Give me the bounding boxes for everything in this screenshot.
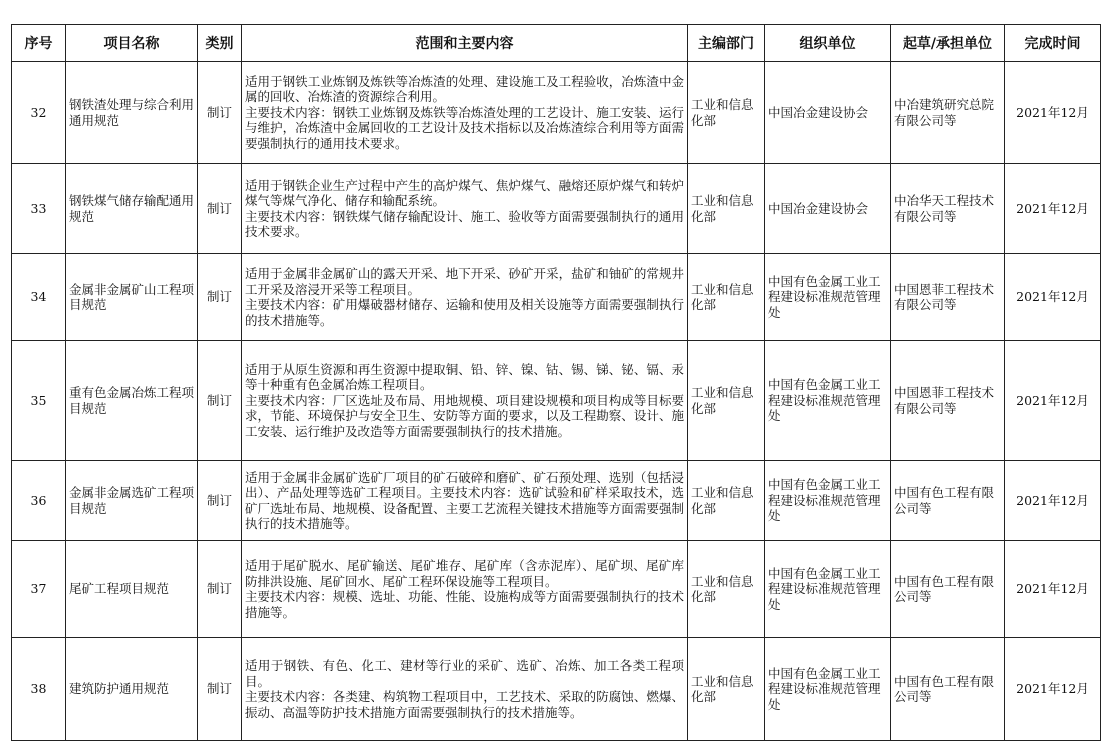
cell-date: 2021年12月 bbox=[1005, 254, 1101, 341]
cell-num: 38 bbox=[12, 638, 66, 741]
header-category: 类别 bbox=[198, 25, 242, 62]
header-org: 组织单位 bbox=[765, 25, 891, 62]
cell-drafter: 中国有色工程有限公司等 bbox=[891, 541, 1005, 638]
cell-org: 中国有色金属工业工程建设标准规范管理处 bbox=[765, 638, 891, 741]
table-row bbox=[12, 461, 1101, 541]
cell-category: 制订 bbox=[198, 254, 242, 341]
cell-content: 适用于从原生资源和再生资源中提取铜、铅、锌、镍、钴、锡、锑、铋、镉、汞等十种重有色金属冶炼工程项目。 主要技术内容：厂区选址及布局、用地规模、项目建设规模和项目构成等目标要求，节能、环境保护与安全卫生、安防等方面的要求，以及工程勘察、设计、施工安装、运行维护及改造等方面需要强制执行的技术措施。 bbox=[242, 341, 688, 461]
cell-name: 重有色金属冶炼工程项目规范 bbox=[66, 341, 198, 461]
cell-drafter: 中国有色工程有限公司等 bbox=[891, 638, 1005, 741]
header-dept: 主编部门 bbox=[688, 25, 765, 62]
cell-dept: 工业和信息化部 bbox=[688, 62, 765, 164]
cell-date: 2021年12月 bbox=[1005, 638, 1101, 741]
cell-org: 中国冶金建设协会 bbox=[765, 164, 891, 254]
cell-name: 尾矿工程项目规范 bbox=[66, 541, 198, 638]
table-row bbox=[12, 62, 1101, 164]
cell-name: 建筑防护通用规范 bbox=[66, 638, 198, 741]
header-content: 范围和主要内容 bbox=[242, 25, 688, 62]
cell-drafter: 中国有色工程有限公司等 bbox=[891, 461, 1005, 541]
cell-dept: 工业和信息化部 bbox=[688, 638, 765, 741]
cell-drafter: 中国恩菲工程技术有限公司等 bbox=[891, 254, 1005, 341]
cell-num: 33 bbox=[12, 164, 66, 254]
cell-org: 中国有色金属工业工程建设标准规范管理处 bbox=[765, 254, 891, 341]
cell-org: 中国有色金属工业工程建设标准规范管理处 bbox=[765, 341, 891, 461]
header-row bbox=[12, 25, 1101, 62]
standards-table bbox=[11, 24, 1101, 741]
table-row bbox=[12, 254, 1101, 341]
cell-content: 适用于尾矿脱水、尾矿输送、尾矿堆存、尾矿库（含赤泥库）、尾矿坝、尾矿库防排洪设施、尾矿回水、尾矿工程环保设施等工程项目。 主要技术内容：规模、选址、功能、性能、设施构成等方面需要强制执行的技术措施等。 bbox=[242, 541, 688, 638]
cell-name: 钢铁渣处理与综合利用通用规范 bbox=[66, 62, 198, 164]
table-row bbox=[12, 164, 1101, 254]
table-row bbox=[12, 541, 1101, 638]
cell-category: 制订 bbox=[198, 62, 242, 164]
cell-date: 2021年12月 bbox=[1005, 341, 1101, 461]
cell-num: 37 bbox=[12, 541, 66, 638]
cell-dept: 工业和信息化部 bbox=[688, 164, 765, 254]
header-num: 序号 bbox=[12, 25, 66, 62]
cell-num: 32 bbox=[12, 62, 66, 164]
cell-dept: 工业和信息化部 bbox=[688, 254, 765, 341]
cell-content: 适用于金属非金属矿山的露天开采、地下开采、砂矿开采，盐矿和铀矿的常规井工开采及溶浸开采等工程项目。 主要技术内容：矿用爆破器材储存、运输和使用及相关设施等方面需要强制执行的技术措施等。 bbox=[242, 254, 688, 341]
header-name: 项目名称 bbox=[66, 25, 198, 62]
cell-content: 适用于钢铁、有色、化工、建材等行业的采矿、选矿、冶炼、加工各类工程项目。 主要技术内容：各类建、构筑物工程项目中，工艺技术、采取的防腐蚀、燃爆、振动、高温等防护技术措施方面需要强制执行的技术措施等。 bbox=[242, 638, 688, 741]
table-row bbox=[12, 341, 1101, 461]
cell-category: 制订 bbox=[198, 341, 242, 461]
cell-org: 中国有色金属工业工程建设标准规范管理处 bbox=[765, 541, 891, 638]
cell-content: 适用于钢铁工业炼钢及炼铁等冶炼渣的处理、建设施工及工程验收，冶炼渣中金属的回收、冶炼渣的资源综合利用。 主要技术内容：钢铁工业炼钢及炼铁等冶炼渣处理的工艺设计、施工安装、运行与维护，冶炼渣中金属回收的工艺设计及技术指标以及冶炼渣综合利用等方面需要强制执行的通用技术要求。 bbox=[242, 62, 688, 164]
cell-date: 2021年12月 bbox=[1005, 541, 1101, 638]
cell-name: 钢铁煤气储存输配通用规范 bbox=[66, 164, 198, 254]
cell-date: 2021年12月 bbox=[1005, 461, 1101, 541]
cell-drafter: 中冶建筑研究总院有限公司等 bbox=[891, 62, 1005, 164]
cell-num: 34 bbox=[12, 254, 66, 341]
cell-drafter: 中国恩菲工程技术有限公司等 bbox=[891, 341, 1005, 461]
cell-dept: 工业和信息化部 bbox=[688, 341, 765, 461]
cell-name: 金属非金属选矿工程项目规范 bbox=[66, 461, 198, 541]
cell-category: 制订 bbox=[198, 638, 242, 741]
cell-category: 制订 bbox=[198, 461, 242, 541]
cell-name: 金属非金属矿山工程项目规范 bbox=[66, 254, 198, 341]
table-row bbox=[12, 638, 1101, 741]
header-date: 完成时间 bbox=[1005, 25, 1101, 62]
cell-drafter: 中冶华天工程技术有限公司等 bbox=[891, 164, 1005, 254]
header-drafter: 起草/承担单位 bbox=[891, 25, 1005, 62]
cell-num: 35 bbox=[12, 341, 66, 461]
cell-org: 中国冶金建设协会 bbox=[765, 62, 891, 164]
cell-date: 2021年12月 bbox=[1005, 164, 1101, 254]
cell-dept: 工业和信息化部 bbox=[688, 541, 765, 638]
cell-content: 适用于金属非金属矿选矿厂项目的矿石破碎和磨矿、矿石预处理、选别（包括浸出）、产品处理等选矿工程项目。主要技术内容：选矿试验和矿样采取技术，选矿厂选址布局、地规模、设备配置、主要工艺流程关键技术措施等方面需要强制执行的技术措施等。 bbox=[242, 461, 688, 541]
cell-category: 制订 bbox=[198, 541, 242, 638]
cell-category: 制订 bbox=[198, 164, 242, 254]
cell-num: 36 bbox=[12, 461, 66, 541]
cell-date: 2021年12月 bbox=[1005, 62, 1101, 164]
cell-dept: 工业和信息化部 bbox=[688, 461, 765, 541]
cell-org: 中国有色金属工业工程建设标准规范管理处 bbox=[765, 461, 891, 541]
cell-content: 适用于钢铁企业生产过程中产生的高炉煤气、焦炉煤气、融熔还原炉煤气和转炉煤气等煤气净化、储存和输配系统。 主要技术内容：钢铁煤气储存输配设计、施工、验收等方面需要强制执行的通用技术要求。 bbox=[242, 164, 688, 254]
